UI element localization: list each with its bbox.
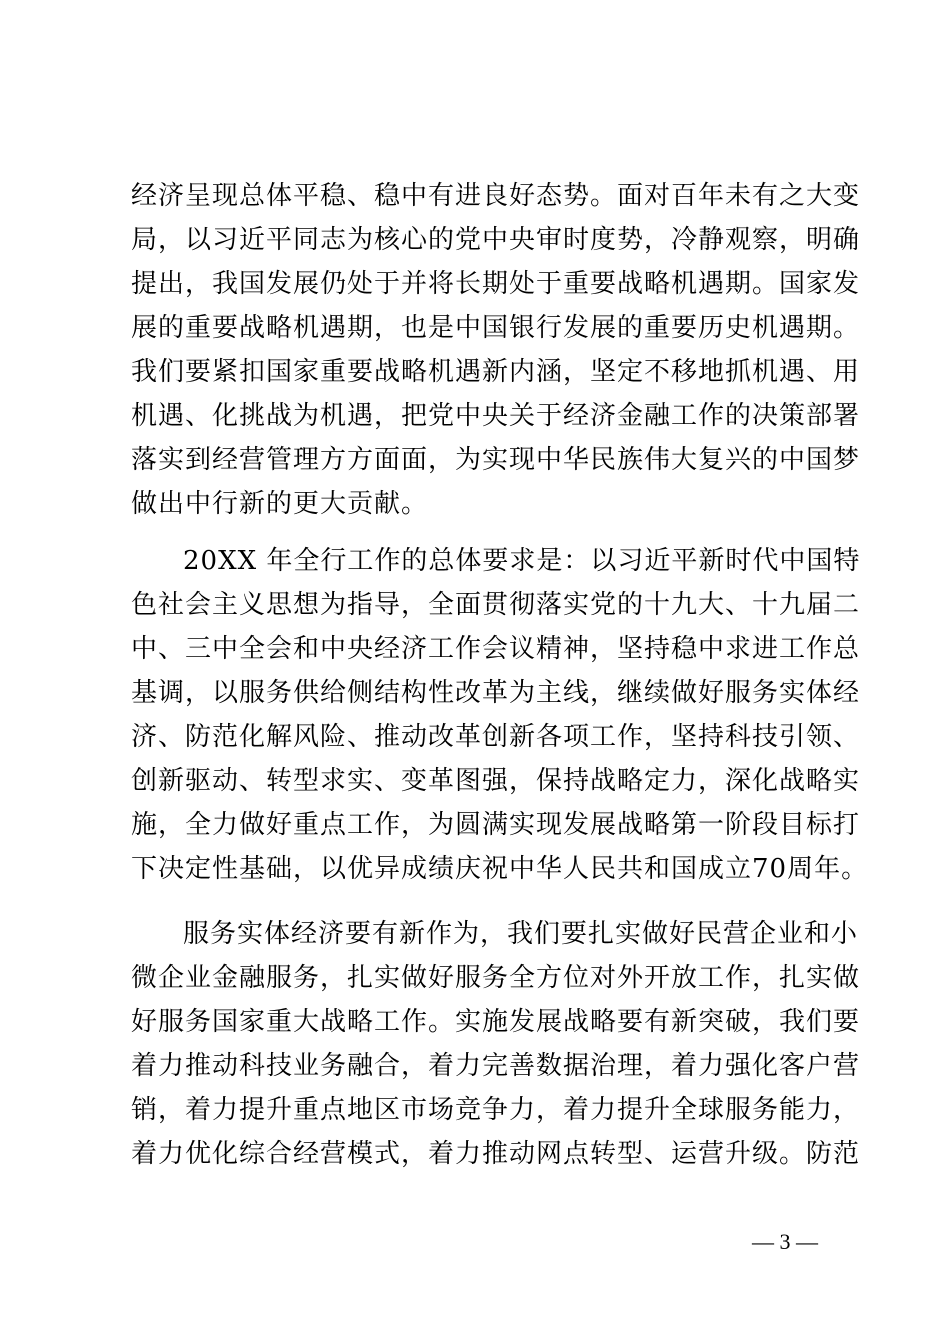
paragraph-2-line-6: 创新驱动、转型求实、变革图强，保持战略定力，深化战略实 [131,766,861,796]
paragraph-3-line-4: 着力推动科技业务融合，着力完善数据治理，着力强化客户营 [131,1051,861,1081]
paragraph-1-line-7: 落实到经营管理方方面面，为实现中华民族伟大复兴的中国梦 [131,445,861,475]
paragraph-2-line-2: 色社会主义思想为指导，全面贯彻落实党的十九大、十九届二 [131,590,861,620]
paragraph-1-line-3: 提出，我国发展仍处于并将长期处于重要战略机遇期。国家发 [131,269,861,299]
paragraph-1-line-2: 局，以习近平同志为核心的党中央审时度势，冷静观察，明确 [131,225,861,255]
paragraph-1-line-8: 做出中行新的更大贡献。 [131,489,429,519]
paragraph-2-line-1: 20XX 年全行工作的总体要求是：以习近平新时代中国特 [183,546,861,576]
paragraph-1-line-5: 我们要紧扣国家重要战略机遇新内涵，坚定不移地抓机遇、用 [131,357,861,387]
paragraph-2-line-5: 济、防范化解风险、推动改革创新各项工作，坚持科技引领、 [131,722,861,752]
paragraph-1-line-1: 经济呈现总体平稳、稳中有进良好态势。面对百年未有之大变 [131,181,861,211]
paragraph-3-line-3: 好服务国家重大战略工作。实施发展战略要有新突破，我们要 [131,1007,861,1037]
paragraph-2-line-4: 基调，以服务供给侧结构性改革为主线，继续做好服务实体经 [131,678,861,708]
paragraph-2-line-3: 中、三中全会和中央经济工作会议精神，坚持稳中求进工作总 [131,634,861,664]
paragraph-3-line-5: 销，着力提升重点地区市场竞争力，着力提升全球服务能力， [131,1095,861,1125]
paragraph-2-line-7: 施，全力做好重点工作，为圆满实现发展战略第一阶段目标打 [131,810,861,840]
page-number: — 3 — [752,1229,818,1254]
paragraph-3-line-6: 着力优化综合经营模式，着力推动网点转型、运营升级。防范 [131,1139,861,1169]
paragraph-3-line-1: 服务实体经济要有新作为，我们要扎实做好民营企业和小 [183,919,859,949]
paragraph-1-line-4: 展的重要战略机遇期，也是中国银行发展的重要历史机遇期。 [131,313,861,343]
paragraph-3-line-2: 微企业金融服务，扎实做好服务全方位对外开放工作，扎实做 [131,963,861,993]
paragraph-1-line-6: 机遇、化挑战为机遇，把党中央关于经济金融工作的决策部署 [131,401,861,431]
paragraph-2-line-8: 下决定性基础，以优异成绩庆祝中华人民共和国成立70周年。 [131,854,869,884]
